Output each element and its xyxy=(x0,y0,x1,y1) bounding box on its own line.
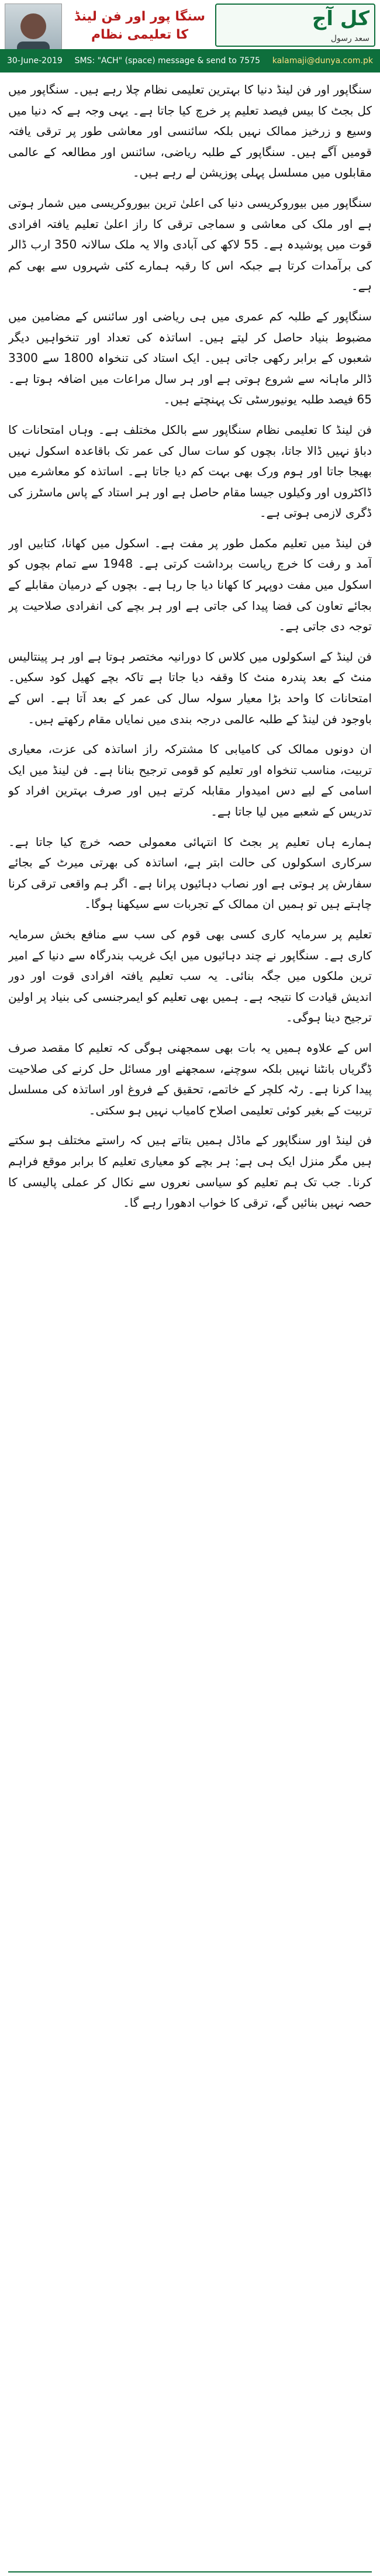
article-paragraph: فن لینڈ میں تعلیم مکمل طور پر مفت ہے۔ اسکول میں کھانا، کتابیں اور آمد و رفت کا خرچ ریاست برداشت کرتی ہے۔ 1948 سے تمام بچوں کو اسکول میں مفت دوپہر کا کھانا دیا جا رہا ہے۔ بچوں کے درمیان مقابلے کے بجائے تعاون کی فضا پیدا کی جاتی ہے اور ہر بچے کی انفرادی صلاحیت پر توجہ دی جاتی ہے۔ xyxy=(8,536,372,634)
footer-divider xyxy=(8,2571,372,2572)
column-header xyxy=(0,0,380,75)
author-name: سعد رسول xyxy=(330,34,369,43)
article-paragraph: ان دونوں ممالک کی کامیابی کا مشترکہ راز اساتذہ کی عزت، معیاری تربیت، مناسب تنخواہ اور تعلیم کو قومی ترجیح بنانا ہے۔ فن لینڈ میں ایک اسامی کے لیے دس امیدوار مقابلہ کرتے ہیں اور صرف بہترین افراد کو تدریس کے شعبے میں لیا جاتا ہے۔ xyxy=(8,742,372,819)
meta-bar xyxy=(0,49,380,72)
column-headline: سنگا پور اور فن لینڈ کا تعلیمی نظام xyxy=(74,9,206,42)
column-masthead xyxy=(215,4,375,47)
article-paragraph: فن لینڈ کا تعلیمی نظام سنگاپور سے بالکل مختلف ہے۔ وہاں امتحانات کا دباؤ نہیں ڈالا جاتا، بچوں کو سات سال کی عمر تک باقاعدہ اسکول نہیں بھیجا جاتا اور ہوم ورک بھی بہت کم دیا جاتا ہے۔ اساتذہ کو معاشرے میں ڈاکٹروں اور وکیلوں جیسا مقام حاصل ہے اور ہر استاد کے پاس ماسٹرز کی ڈگری لازمی ہوتی ہے۔ xyxy=(8,422,372,520)
article-paragraph: سنگاپور کے طلبہ کم عمری میں ہی ریاضی اور سائنس کے مضامین میں مضبوط بنیاد حاصل کر لیتے ہیں۔ اساتذہ کی تعداد اور تنخواہیں دیگر شعبوں کے برابر رکھی جاتی ہیں۔ ایک استاد کی تنخواہ 1800 سے 3300 ڈالر ماہانہ سے شروع ہوتی ہے اور ہر سال مراعات میں اضافہ ہوتا ہے۔ 65 فیصد طلبہ یونیورسٹی تک پہنچتے ہیں۔ xyxy=(8,309,372,407)
article-paragraph: فن لینڈ کے اسکولوں میں کلاس کا دورانیہ مختصر ہوتا ہے اور ہر پینتالیس منٹ کے بعد پندرہ منٹ کا وقفہ دیا جاتا ہے تاکہ بچے کھیل کود سکیں۔ امتحانات کا واحد بڑا معیار سولہ سال کی عمر کے بعد آتا ہے۔ اس کے باوجود فن لینڈ کے طلبہ عالمی درجہ بندی میں نمایاں مقام رکھتے ہیں۔ xyxy=(8,649,372,726)
publish-date: 30-June-2019 xyxy=(7,56,63,65)
sms-note: SMS: "ACH" (space) message & send to 7575 xyxy=(74,56,261,65)
article-paragraph: ہمارے ہاں تعلیم پر بجٹ کا انتہائی معمولی حصہ خرچ کیا جاتا ہے۔ سرکاری اسکولوں کی حالت ابتر ہے، اساتذہ کی بھرتی میرٹ کے بجائے سفارش پر ہوتی ہے اور نصاب دہائیوں پرانا ہے۔ اگر ہم واقعی ترقی کرنا چاہتے ہیں تو ہمیں ان ممالک کے تجربات سے سیکھنا ہوگا۔ xyxy=(8,834,372,911)
article-paragraph: تعلیم پر سرمایہ کاری کسی بھی قوم کی سب سے منافع بخش سرمایہ کاری ہے۔ سنگاپور نے چند دہائیوں میں ایک غریب بندرگاہ سے دنیا کے امیر ترین ملکوں میں جگہ بنائی۔ یہ سب تعلیم یافتہ افرادی قوت اور دور اندیش قیادت کا نتیجہ ہے۔ ہمیں بھی تعلیم کو ایمرجنسی کی بنیاد پر اولین ترجیح دینا ہوگی۔ xyxy=(8,927,372,1025)
column-title: کل آج xyxy=(312,7,369,30)
article-paragraph: اس کے علاوہ ہمیں یہ بات بھی سمجھنی ہوگی کہ تعلیم کا مقصد صرف ڈگریاں بانٹنا نہیں بلکہ سوچنے، سمجھنے اور مسائل حل کرنے کی صلاحیت پیدا کرنا ہے۔ رٹہ کلچر کے خاتمے، تحقیق کے فروغ اور اساتذہ کی مسلسل تربیت کے بغیر کوئی تعلیمی اصلاح کامیاب نہیں ہو سکتی۔ xyxy=(8,1040,372,1117)
article-paragraph: فن لینڈ اور سنگاپور کے ماڈل ہمیں بتاتے ہیں کہ راستے مختلف ہو سکتے ہیں مگر منزل ایک ہی ہے: ہر بچے کو معیاری تعلیم کا برابر موقع فراہم کرنا۔ جب تک ہم تعلیم کو سیاسی نعروں سے نکال کر عملی پالیسی کا حصہ نہیں بنائیں گے، ترقی کا خواب ادھورا رہے گا۔ xyxy=(8,1133,372,1210)
article-body xyxy=(8,80,372,2568)
article-paragraph: سنگاپور اور فن لینڈ دنیا کا بہترین تعلیمی نظام چلا رہے ہیں۔ سنگاپور میں کل بجٹ کا بیس فیصد تعلیم پر خرچ کیا جاتا ہے۔ یہی وجہ ہے کہ دنیا میں وسیع و زرخیز ممالک نہیں بلکہ سائنسی اور معاشی طور پر ترقی یافتہ قومیں آگے ہیں۔ سنگاپور کے طلبہ ریاضی، سائنس اور مطالعہ کے عالمی مقابلوں میں مسلسل پہلی پوزیشن لے رہے ہیں۔ xyxy=(8,82,372,180)
article-paragraph: سنگاپور میں بیوروکریسی دنیا کی اعلیٰ ترین بیوروکریسی میں شمار ہوتی ہے اور ملک کی معاشی و سماجی ترقی کا راز اعلیٰ تعلیم یافتہ افرادی قوت میں پوشیدہ ہے۔ 55 لاکھ کی آبادی والا یہ ملک سالانہ 350 ارب ڈالر کی برآمدات کرتا ہے جبکہ اس کا رقبہ ہمارے کئی شہروں سے بھی کم ہے۔ xyxy=(8,195,372,293)
author-email[interactable]: kalamaji@dunya.com.pk xyxy=(272,56,373,65)
